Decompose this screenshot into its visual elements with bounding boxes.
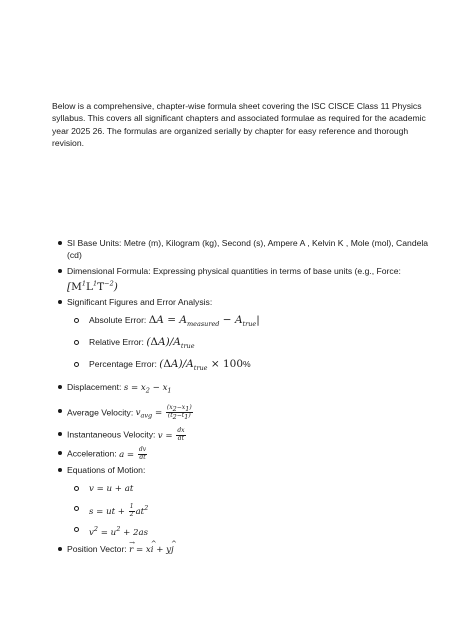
absolute-error-formula: $\Delta A = A_{measured} - A_{true}|$ <box>148 313 260 328</box>
sub-item-third-equation <box>52 523 442 539</box>
bullet-icon <box>58 269 62 273</box>
relative-error-label: Relative Error: <box>89 336 147 347</box>
force-dimension-formula: $[M^1L^1T^{-2})$ <box>67 279 118 293</box>
second-equation-formula: s = ut + $\frac{1}{2}$ $at^2$ <box>89 503 149 518</box>
intro-paragraph <box>52 100 432 149</box>
list-item-displacement <box>52 381 442 397</box>
acceleration-label: Acceleration: <box>67 448 120 459</box>
units-measurement-list <box>52 237 442 374</box>
percentage-error-formula: $(\Delta A)/A_{true} \times 100$ <box>159 357 244 372</box>
displacement-label: Displacement: <box>67 382 124 392</box>
list-item-equations-of-motion <box>52 464 442 476</box>
sub-item-relative-error <box>52 336 442 352</box>
bullet-icon <box>58 385 62 389</box>
dimensional-formula-text: Dimensional Formula: Expressing physical quantities in terms of base units (e.g., Force: <box>67 266 401 276</box>
list-item-acceleration <box>52 447 442 461</box>
percentage-error-label: Percentage Error: <box>89 358 160 369</box>
circle-bullet-icon <box>74 318 79 323</box>
acceleration-formula: a = $\frac{dv}{dt}$ <box>119 446 147 461</box>
bullet-icon <box>58 547 62 551</box>
list-item-significant-figures <box>52 296 442 308</box>
absolute-error-label: Absolute Error: <box>89 314 149 325</box>
bullet-icon <box>58 409 62 413</box>
sub-item-absolute-error <box>52 314 442 330</box>
bullet-icon <box>58 468 62 472</box>
list-item-position-vector <box>52 543 442 556</box>
position-vector-label: Position Vector: <box>67 544 130 554</box>
list-item-si-units <box>52 237 442 261</box>
bullet-icon <box>58 300 62 304</box>
circle-bullet-icon <box>74 362 79 367</box>
intro-text: Below is a comprehensive, chapter-wise formula sheet covering the ISC CISCE Class 11 Physics syllabus. This covers all significant chapters and associated formulae as required for the academic year 2025 26. The formulas are organized serially by chapter for easy reference and thorough revision. <box>52 101 426 148</box>
list-item-dimensional-formula <box>52 265 442 293</box>
average-velocity-label: Average Velocity: <box>67 407 136 418</box>
third-equation-formula: $v^2 = u^2 + 2as$ <box>89 525 149 539</box>
si-units-text: SI Base Units: Metre (m), Kilogram (kg), Second (s), Ampere A , Kelvin K , Mole (mol), Candela (cd) <box>67 238 429 260</box>
circle-bullet-icon <box>74 527 79 532</box>
average-velocity-fraction: $\frac{(x_2-x_1)}{(t_2-t_1)}$ <box>166 403 192 422</box>
sub-item-percentage-error <box>52 358 442 374</box>
circle-bullet-icon <box>74 340 79 345</box>
circle-bullet-icon <box>74 506 79 511</box>
circle-bullet-icon <box>74 486 79 491</box>
percent-sign: % <box>243 358 251 369</box>
bullet-icon <box>58 451 62 455</box>
equations-of-motion-label: Equations of Motion: <box>67 465 146 476</box>
position-vector-formula: → r = x^ i + y^ j <box>129 545 174 555</box>
list-item-instantaneous-velocity <box>52 428 442 442</box>
kinematics-list <box>52 381 442 539</box>
relative-error-formula: $(\Delta A)/A_{true}$ <box>146 335 195 350</box>
bullet-icon <box>58 432 62 436</box>
sub-item-first-equation <box>52 482 442 495</box>
first-equation-formula: v = u + at <box>89 484 134 495</box>
bullet-icon <box>58 241 62 245</box>
instantaneous-velocity-label: Instantaneous Velocity: <box>67 429 158 440</box>
significant-figures-text: Significant Figures and Error Analysis: <box>67 296 213 307</box>
average-velocity-formula: $v_{avg}$ = $\frac{(x_2-x_1)}{(t_2-t_1)}$ <box>135 403 192 422</box>
vectors-list <box>52 543 442 556</box>
displacement-formula: $s = x_2 - x_1$ <box>123 383 172 395</box>
sub-item-second-equation <box>52 502 442 518</box>
list-item-average-velocity <box>52 405 442 422</box>
instantaneous-velocity-formula: v = $\frac{dx}{dt}$ <box>157 427 185 442</box>
